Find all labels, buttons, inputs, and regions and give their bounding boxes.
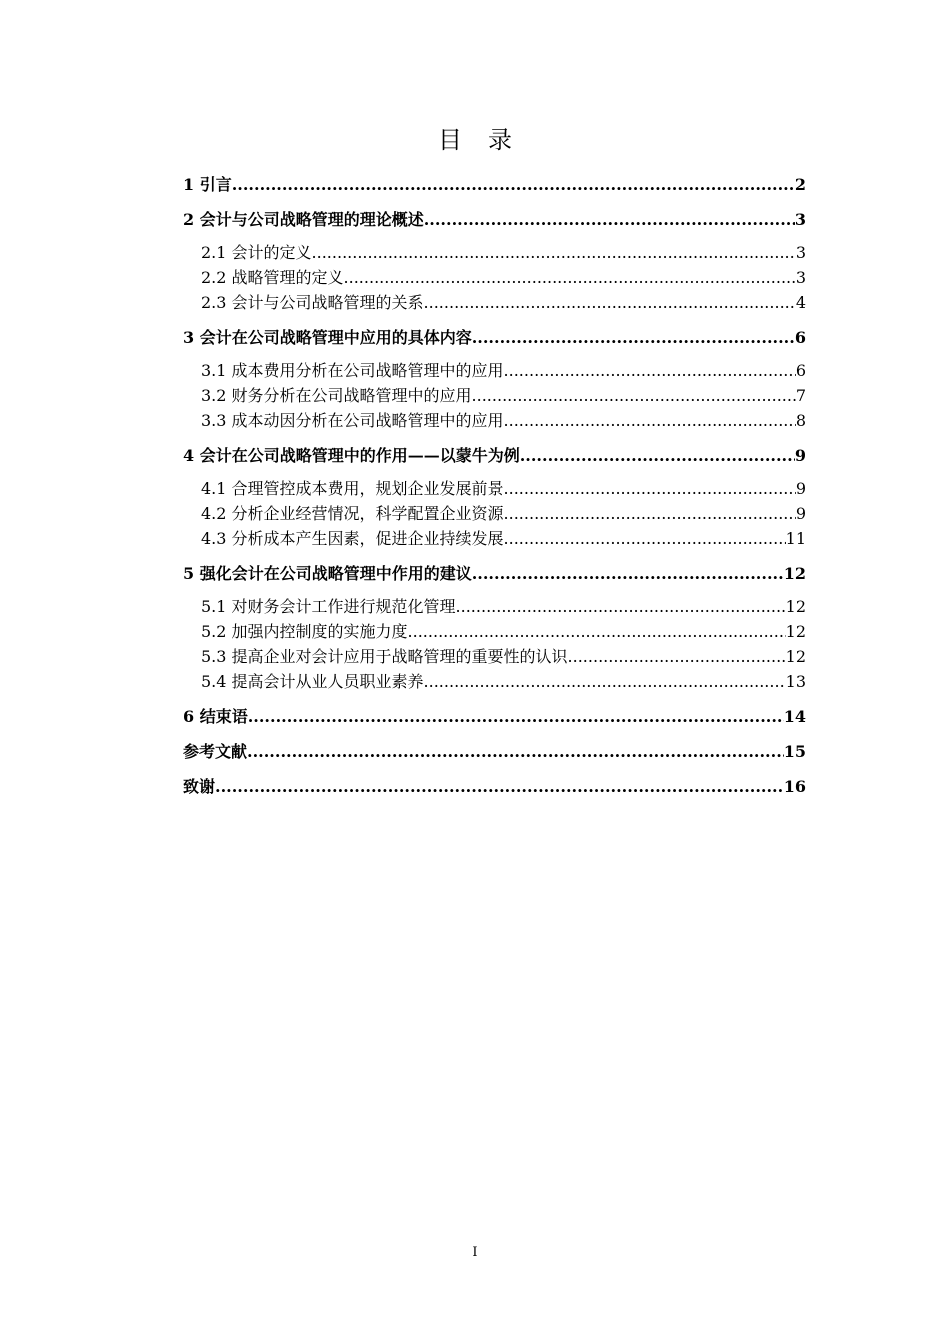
toc-entry-title: 3 会计在公司战略管理中应用的具体内容 [183,328,472,347]
toc-dot-leader [232,172,795,197]
toc-entry-section[interactable] [183,619,806,644]
toc-entry-page-number: 3 [794,210,806,229]
toc-entry-title: 5.2 加强内控制度的实施力度 [201,622,408,641]
table-of-contents [183,172,806,799]
toc-dot-leader [408,619,786,644]
toc-entry-section[interactable] [183,290,806,315]
toc-entry-title: 致谢 [183,777,216,796]
toc-entry-chapter[interactable] [183,172,806,197]
toc-entry-page-number: 14 [783,707,806,726]
toc-entry-title: 2.2 战略管理的定义 [201,268,344,287]
toc-entry-chapter[interactable] [183,207,806,232]
toc-entry-page-number: 16 [783,777,806,796]
toc-entry-title: 3.3 成本动因分析在公司战略管理中的应用 [201,411,504,430]
toc-entry-title: 2 会计与公司战略管理的理论概述 [183,210,424,229]
title-char-2: 录 [488,126,512,154]
toc-entry-page-number: 12 [785,622,806,641]
toc-entry-title: 参考文献 [183,742,248,761]
toc-dot-leader [504,501,796,526]
toc-entry-page-number: 12 [783,564,806,583]
toc-dot-leader [344,265,796,290]
toc-dot-leader [472,325,795,350]
toc-entry-title: 6 结束语 [183,707,248,726]
toc-dot-leader [312,240,796,265]
toc-entry-chapter[interactable] [183,704,806,729]
toc-dot-leader [504,408,796,433]
toc-entry-section[interactable] [183,526,806,551]
toc-dot-leader [424,290,796,315]
toc-dot-leader [215,774,784,799]
toc-entry-page-number: 8 [795,411,806,430]
toc-entry-page-number: 9 [795,504,806,523]
toc-entry-chapter[interactable] [183,325,806,350]
toc-entry-chapter[interactable] [183,774,806,799]
toc-entry-page-number: 3 [795,243,806,262]
toc-dot-leader [247,739,784,764]
toc-entry-page-number: 6 [795,361,806,380]
toc-dot-leader [456,594,786,619]
toc-entry-page-number: 11 [785,529,806,548]
toc-entry-page-number: 12 [785,647,806,666]
title-char-1: 目 [438,126,462,154]
toc-entry-section[interactable] [183,408,806,433]
toc-entry-section[interactable] [183,358,806,383]
toc-entry-section[interactable] [183,383,806,408]
toc-entry-chapter[interactable] [183,561,806,586]
toc-entry-title: 2.1 会计的定义 [201,243,312,262]
toc-entry-page-number: 7 [795,386,806,405]
toc-entry-title: 1 引言 [183,175,232,194]
toc-entry-title: 5.4 提高会计从业人员职业素养 [201,672,424,691]
toc-dot-leader [568,644,786,669]
toc-entry-title: 3.1 成本费用分析在公司战略管理中的应用 [201,361,504,380]
toc-dot-leader [504,476,796,501]
toc-entry-title: 2.3 会计与公司战略管理的关系 [201,293,424,312]
page-title [0,124,950,156]
toc-entry-chapter[interactable] [183,443,806,468]
toc-entry-section[interactable] [183,501,806,526]
toc-entry-page-number: 6 [794,328,806,347]
toc-entry-page-number: 12 [785,597,806,616]
toc-entry-section[interactable] [183,644,806,669]
toc-entry-chapter[interactable] [183,739,806,764]
toc-dot-leader [504,526,786,551]
toc-entry-section[interactable] [183,669,806,694]
toc-entry-title: 4.3 分析成本产生因素，促进企业持续发展 [201,529,504,548]
toc-dot-leader [424,669,786,694]
toc-entry-page-number: 13 [785,672,806,691]
toc-entry-section[interactable] [183,265,806,290]
toc-entry-title: 5.1 对财务会计工作进行规范化管理 [201,597,456,616]
toc-entry-page-number: 9 [795,479,806,498]
toc-dot-leader [424,207,795,232]
toc-entry-page-number: 4 [795,293,806,312]
toc-entry-title: 4.2 分析企业经营情况，科学配置企业资源 [201,504,504,523]
toc-entry-page-number: 15 [783,742,806,761]
toc-dot-leader [520,443,795,468]
toc-entry-title: 5 强化会计在公司战略管理中作用的建议 [183,564,472,583]
toc-entry-page-number: 2 [794,175,806,194]
footer-page-number: I [472,1245,478,1260]
toc-dot-leader [472,383,796,408]
toc-entry-title: 4.1 合理管控成本费用，规划企业发展前景 [201,479,504,498]
toc-entry-title: 3.2 财务分析在公司战略管理中的应用 [201,386,472,405]
toc-entry-page-number: 3 [795,268,806,287]
toc-entry-title: 4 会计在公司战略管理中的作用——以蒙牛为例 [183,446,520,465]
toc-dot-leader [248,704,784,729]
toc-entry-page-number: 9 [794,446,806,465]
toc-entry-section[interactable] [183,240,806,265]
toc-entry-section[interactable] [183,594,806,619]
toc-dot-leader [504,358,796,383]
toc-entry-title: 5.3 提高企业对会计应用于战略管理的重要性的认识 [201,647,568,666]
toc-dot-leader [472,561,784,586]
toc-entry-section[interactable] [183,476,806,501]
